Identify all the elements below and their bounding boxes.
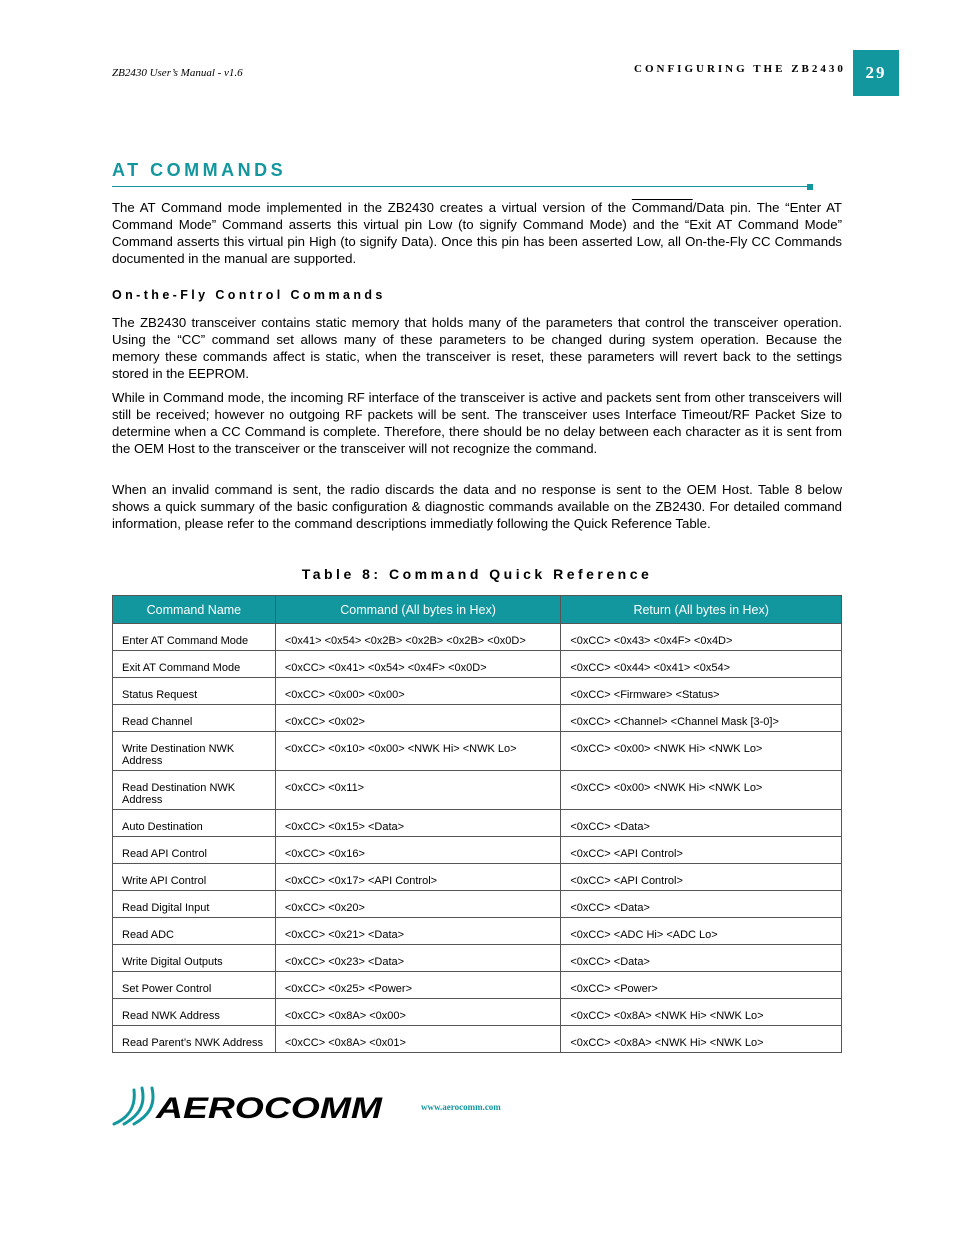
column-header-return: Return (All bytes in Hex) bbox=[561, 596, 842, 624]
table-row bbox=[113, 864, 842, 891]
command-cell: <0xCC> <0x21> <Data> bbox=[275, 918, 561, 945]
command-name-cell: Set Power Control bbox=[113, 972, 276, 999]
return-cell: <0xCC> <API Control> bbox=[561, 864, 842, 891]
command-name-cell: Read Destination NWK Address bbox=[113, 771, 276, 810]
intro-paragraph: The AT Command mode implemented in the ZB2430 creates a virtual version of the Command/Data pin. The “Enter AT Command Mode” Command asserts this virtual pin Low (to signify Command Mode) and the “Exit AT Command Mode” Command asserts this virtual pin High (to signify Data). Once this pin has been asserted Low, all On-the-Fly CC Commands documented in the manual are supported. bbox=[112, 200, 842, 266]
command-cell: <0xCC> <0x41> <0x54> <0x4F> <0x0D> bbox=[275, 651, 561, 678]
return-cell: <0xCC> <Channel> <Channel Mask [3-0]> bbox=[561, 705, 842, 732]
table-row bbox=[113, 837, 842, 864]
return-cell: <0xCC> <API Control> bbox=[561, 837, 842, 864]
footer-url[interactable]: www.aerocomm.com bbox=[421, 1102, 501, 1112]
subsection-title: On-the-Fly Control Commands bbox=[112, 288, 386, 302]
command-name-cell: Read API Control bbox=[113, 837, 276, 864]
table-row bbox=[113, 678, 842, 705]
manual-title: ZB2430 User’s Manual - v1.6 bbox=[112, 67, 243, 79]
wave-mark-icon bbox=[114, 1088, 153, 1124]
column-header-command-name: Command Name bbox=[113, 596, 276, 624]
table-row bbox=[113, 891, 842, 918]
table-row bbox=[113, 918, 842, 945]
section-title: AT COMMANDS bbox=[112, 160, 287, 180]
command-name-cell: Read Channel bbox=[113, 705, 276, 732]
table-row bbox=[113, 999, 842, 1026]
command-cell: <0xCC> <0x8A> <0x00> bbox=[275, 999, 561, 1026]
return-cell: <0xCC> <0x44> <0x41> <0x54> bbox=[561, 651, 842, 678]
return-cell: <0xCC> <Firmware> <Status> bbox=[561, 678, 842, 705]
command-name-cell: Write Digital Outputs bbox=[113, 945, 276, 972]
command-name-cell: Enter AT Command Mode bbox=[113, 624, 276, 651]
command-cell: <0xCC> <0x20> bbox=[275, 891, 561, 918]
table-caption: Table 8: Command Quick Reference bbox=[301, 566, 653, 582]
command-quick-reference-table bbox=[112, 595, 842, 1053]
return-cell: <0xCC> <Data> bbox=[561, 945, 842, 972]
command-cell: <0xCC> <0x16> bbox=[275, 837, 561, 864]
return-cell: <0xCC> <0x00> <NWK Hi> <NWK Lo> bbox=[561, 732, 842, 771]
return-cell: <0xCC> <0x8A> <NWK Hi> <NWK Lo> bbox=[561, 1026, 842, 1053]
paragraph-3: When an invalid command is sent, the radio discards the data and no response is sent to the OEM Host. Table 8 below shows a quick summary of the basic configuration & diagnostic commands available on the ZB2430. For detailed command information, please refer to the command descriptions immediatly following the Quick Reference Table. bbox=[112, 482, 842, 531]
table-row bbox=[113, 651, 842, 678]
command-name-cell: Write Destination NWK Address bbox=[113, 732, 276, 771]
return-cell: <0xCC> <0x00> <NWK Hi> <NWK Lo> bbox=[561, 771, 842, 810]
command-cell: <0xCC> <0x23> <Data> bbox=[275, 945, 561, 972]
table-row bbox=[113, 624, 842, 651]
table-row bbox=[113, 771, 842, 810]
command-cell: <0xCC> <0x8A> <0x01> bbox=[275, 1026, 561, 1053]
section-rule bbox=[112, 186, 808, 187]
page-number: 29 bbox=[853, 50, 899, 96]
command-cell: <0xCC> <0x02> bbox=[275, 705, 561, 732]
return-cell: <0xCC> <Power> bbox=[561, 972, 842, 999]
command-cell: <0xCC> <0x11> bbox=[275, 771, 561, 810]
return-cell: <0xCC> <Data> bbox=[561, 810, 842, 837]
command-name-cell: Read ADC bbox=[113, 918, 276, 945]
paragraph-1: The ZB2430 transceiver contains static memory that holds many of the parameters that control the transceiver operation. Using the “CC” command set allows many of these parameters to be changed during system operation. Because the memory these commands affect is static, when the transceiver is reset, these parameters will revert back to the settings stored in the EEPROM. bbox=[112, 315, 842, 381]
section-rule-end bbox=[807, 184, 813, 190]
command-cell: <0x41> <0x54> <0x2B> <0x2B> <0x2B> <0x0D> bbox=[275, 624, 561, 651]
table-header-row bbox=[113, 596, 842, 624]
paragraph-2: While in Command mode, the incoming RF interface of the transceiver is active and packets sent from other transceivers will still be received; however no outgoing RF packets will be sent. The transceiver uses Interface Timeout/RF Packet Size to determine when a CC Command is complete. Therefore, there should be no delay between each character as it is sent from the OEM Host to the transceiver or the transceiver will not recognize the command. bbox=[112, 390, 842, 456]
table-row bbox=[113, 972, 842, 999]
column-header-command: Command (All bytes in Hex) bbox=[275, 596, 561, 624]
command-cell: <0xCC> <0x17> <API Control> bbox=[275, 864, 561, 891]
table-row bbox=[113, 732, 842, 771]
command-name-cell: Read Parent’s NWK Address bbox=[113, 1026, 276, 1053]
table-row bbox=[113, 705, 842, 732]
table-row bbox=[113, 810, 842, 837]
aerocomm-logo bbox=[112, 1084, 392, 1126]
command-name-cell: Auto Destination bbox=[113, 810, 276, 837]
command-name-cell: Exit AT Command Mode bbox=[113, 651, 276, 678]
command-name-cell: Write API Control bbox=[113, 864, 276, 891]
table-row bbox=[113, 1026, 842, 1053]
command-cell: <0xCC> <0x10> <0x00> <NWK Hi> <NWK Lo> bbox=[275, 732, 561, 771]
command-name-cell: Status Request bbox=[113, 678, 276, 705]
command-cell: <0xCC> <0x15> <Data> bbox=[275, 810, 561, 837]
return-cell: <0xCC> <0x8A> <NWK Hi> <NWK Lo> bbox=[561, 999, 842, 1026]
return-cell: <0xCC> <ADC Hi> <ADC Lo> bbox=[561, 918, 842, 945]
command-cell: <0xCC> <0x25> <Power> bbox=[275, 972, 561, 999]
command-name-cell: Read Digital Input bbox=[113, 891, 276, 918]
return-cell: <0xCC> <Data> bbox=[561, 891, 842, 918]
return-cell: <0xCC> <0x43> <0x4F> <0x4D> bbox=[561, 624, 842, 651]
section-header: CONFIGURING THE ZB2430 bbox=[634, 63, 846, 75]
logo-wordmark: AEROCOMM bbox=[154, 1092, 384, 1125]
table-row bbox=[113, 945, 842, 972]
command-cell: <0xCC> <0x00> <0x00> bbox=[275, 678, 561, 705]
command-name-cell: Read NWK Address bbox=[113, 999, 276, 1026]
